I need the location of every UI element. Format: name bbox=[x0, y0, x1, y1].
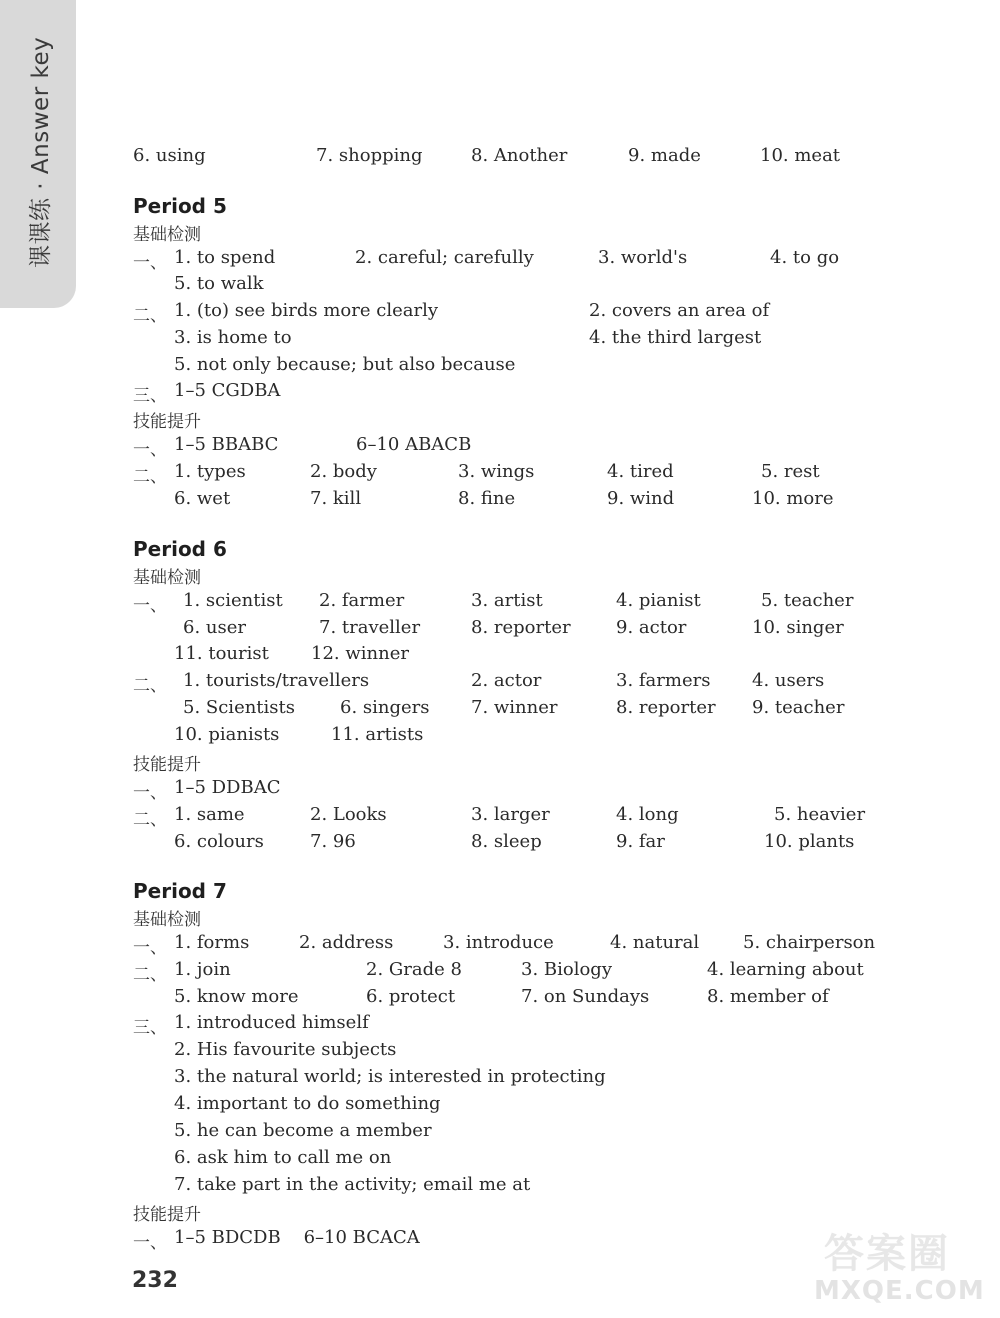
answer-item: 5. know more bbox=[174, 986, 299, 1007]
answer-item: 1. same bbox=[174, 804, 245, 825]
answer-item: 8. Another bbox=[471, 145, 568, 166]
answer-item: 1. to spend bbox=[174, 247, 276, 268]
section-marker: 三、 bbox=[133, 386, 167, 406]
answer-item: 3. farmers bbox=[616, 670, 711, 691]
section-marker: 二、 bbox=[133, 306, 167, 326]
period-title: Period 7 bbox=[133, 879, 227, 903]
answer-item: 1. introduced himself bbox=[174, 1012, 369, 1033]
answer-item: 4. learning about bbox=[707, 959, 864, 980]
answer-item: 3. world's bbox=[598, 247, 688, 268]
answer-item: 8. fine bbox=[458, 488, 516, 509]
section-heading: 基础检测 bbox=[133, 568, 201, 588]
watermark bbox=[808, 1222, 998, 1314]
answer-item: 7. 96 bbox=[310, 831, 356, 852]
section-marker: 一、 bbox=[133, 1233, 167, 1253]
answer-item: 7. winner bbox=[471, 697, 558, 718]
answer-item: 5. teacher bbox=[761, 590, 854, 611]
answer-item: 5. Scientists bbox=[183, 697, 296, 718]
section-heading: 基础检测 bbox=[133, 910, 201, 930]
answer-item: 1. types bbox=[174, 461, 246, 482]
answer-item: 6–10 ABACB bbox=[356, 434, 472, 455]
answer-item: 5. rest bbox=[761, 461, 820, 482]
answer-item: 4. tired bbox=[607, 461, 674, 482]
answer-item: 5. to walk bbox=[174, 273, 264, 294]
answer-item: 11. tourist bbox=[174, 643, 269, 664]
answer-item: 10. meat bbox=[760, 145, 841, 166]
answer-item: 4. users bbox=[752, 670, 825, 691]
page-number: 232 bbox=[132, 1268, 178, 1293]
answer-item: 2. body bbox=[310, 461, 377, 482]
answer-item: 7. on Sundays bbox=[521, 986, 650, 1007]
answer-item: 1–5 DDBAC bbox=[174, 777, 281, 798]
section-marker: 一、 bbox=[133, 440, 167, 460]
answer-item: 2. covers an area of bbox=[589, 300, 770, 321]
answer-item: 1. forms bbox=[174, 932, 250, 953]
answer-item: 4. long bbox=[616, 804, 679, 825]
section-marker: 二、 bbox=[133, 965, 167, 985]
answer-item: 4. important to do something bbox=[174, 1093, 441, 1114]
answer-item: 2. His favourite subjects bbox=[174, 1039, 397, 1060]
answer-item: 11. artists bbox=[331, 724, 424, 745]
answer-item: 5. chairperson bbox=[743, 932, 876, 953]
answer-item: 6. wet bbox=[174, 488, 231, 509]
period-title: Period 5 bbox=[133, 194, 227, 218]
answer-item: 2. Grade 8 bbox=[366, 959, 462, 980]
answer-item: 5. not only because; but also because bbox=[174, 354, 516, 375]
answer-item: 5. heavier bbox=[774, 804, 866, 825]
section-marker: 二、 bbox=[133, 467, 167, 487]
section-marker: 一、 bbox=[133, 783, 167, 803]
answer-item: 4. the third largest bbox=[589, 327, 762, 348]
answer-item: 7. shopping bbox=[316, 145, 423, 166]
answer-item: 8. reporter bbox=[471, 617, 571, 638]
answer-item: 6. protect bbox=[366, 986, 456, 1007]
answer-item: 7. take part in the activity; email me at bbox=[174, 1174, 531, 1195]
section-marker: 一、 bbox=[133, 596, 167, 616]
answer-item: 3. the natural world; is interested in protecting bbox=[174, 1066, 606, 1087]
answer-item: 6. using bbox=[133, 145, 206, 166]
answer-item: 8. reporter bbox=[616, 697, 716, 718]
answer-item: 2. actor bbox=[471, 670, 542, 691]
section-marker: 二、 bbox=[133, 676, 167, 696]
answer-item: 9. teacher bbox=[752, 697, 845, 718]
watermark-logo-text: 答案圈 bbox=[824, 1231, 950, 1277]
answer-item: 10. plants bbox=[764, 831, 855, 852]
section-marker: 三、 bbox=[133, 1018, 167, 1038]
answer-item: 4. natural bbox=[610, 932, 700, 953]
side-tab-cn: 课课练 bbox=[28, 197, 54, 268]
answer-item: 1. tourists/travellers bbox=[183, 670, 370, 691]
answer-item: 9. wind bbox=[607, 488, 675, 509]
answer-item: 1. join bbox=[174, 959, 231, 980]
answer-item: 1–5 BBABC bbox=[174, 434, 279, 455]
answer-item: 10. pianists bbox=[174, 724, 280, 745]
answer-item: 8. sleep bbox=[471, 831, 542, 852]
side-tab-label bbox=[22, 37, 55, 268]
answer-item: 8. member of bbox=[707, 986, 829, 1007]
answer-item: 9. far bbox=[616, 831, 665, 852]
section-heading: 技能提升 bbox=[133, 1205, 201, 1225]
answer-item: 2. careful; carefully bbox=[355, 247, 534, 268]
answer-item: 6. singers bbox=[340, 697, 430, 718]
answer-item: 12. winner bbox=[311, 643, 409, 664]
answer-item: 2. Looks bbox=[310, 804, 387, 825]
answer-item: 10. more bbox=[752, 488, 834, 509]
watermark-url: MXQE.COM bbox=[814, 1276, 985, 1306]
answer-item: 3. Biology bbox=[521, 959, 613, 980]
answer-item: 4. to go bbox=[770, 247, 840, 268]
answer-item: 3. wings bbox=[458, 461, 535, 482]
section-marker: 一、 bbox=[133, 938, 167, 958]
answer-item: 3. introduce bbox=[443, 932, 554, 953]
section-heading: 基础检测 bbox=[133, 225, 201, 245]
answer-item: 6. user bbox=[183, 617, 246, 638]
answer-item: 3. larger bbox=[471, 804, 550, 825]
section-marker: 一、 bbox=[133, 253, 167, 273]
answer-item: 2. address bbox=[299, 932, 394, 953]
answer-item: 3. is home to bbox=[174, 327, 292, 348]
period-title: Period 6 bbox=[133, 537, 227, 561]
section-heading: 技能提升 bbox=[133, 755, 201, 775]
answer-item: 3. artist bbox=[471, 590, 543, 611]
answer-item: 4. pianist bbox=[616, 590, 701, 611]
answer-item: 7. traveller bbox=[319, 617, 421, 638]
answer-item: 9. made bbox=[628, 145, 701, 166]
answer-item: 2. farmer bbox=[319, 590, 405, 611]
section-marker: 二、 bbox=[133, 810, 167, 830]
answer-item: 1–5 CGDBA bbox=[174, 380, 281, 401]
section-heading: 技能提升 bbox=[133, 412, 201, 432]
answer-item: 5. he can become a member bbox=[174, 1120, 432, 1141]
side-tab-dot: · bbox=[28, 174, 54, 198]
answer-item: 1. scientist bbox=[183, 590, 283, 611]
answer-item: 6. colours bbox=[174, 831, 264, 852]
side-tab-en: Answer key bbox=[28, 36, 54, 175]
answer-item: 9. actor bbox=[616, 617, 687, 638]
answer-item: 1. (to) see birds more clearly bbox=[174, 300, 438, 321]
answer-item: 1–5 BDCDB 6–10 BCACA bbox=[174, 1227, 420, 1248]
answer-item: 6. ask him to call me on bbox=[174, 1147, 392, 1168]
answer-item: 10. singer bbox=[752, 617, 844, 638]
answer-item: 7. kill bbox=[310, 488, 362, 509]
